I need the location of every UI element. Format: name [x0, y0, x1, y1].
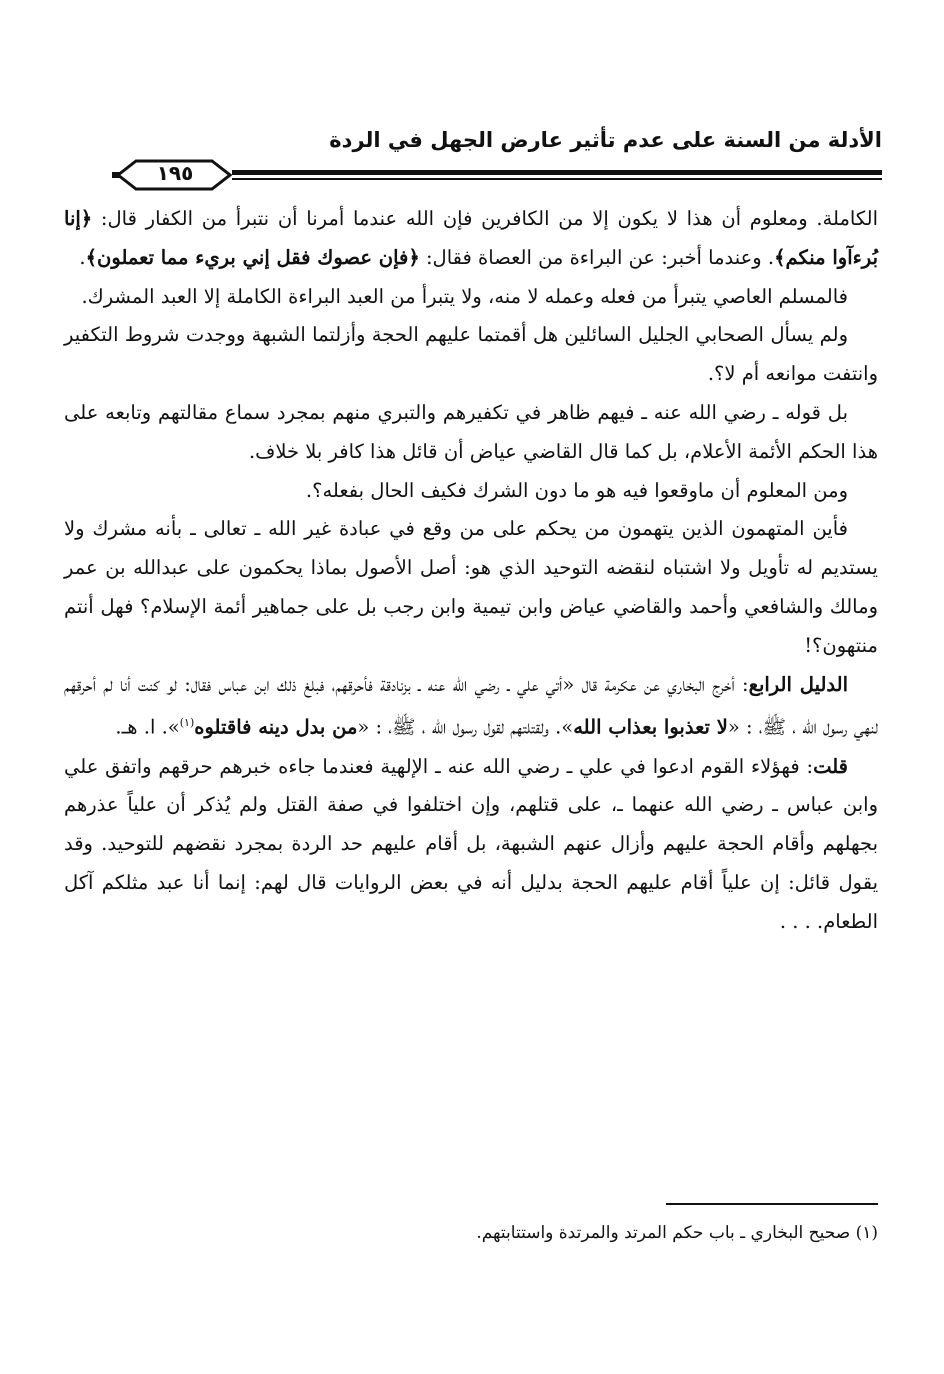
- quran-quote-2: ﴿فإن عصوك فقل إني بريء مما تعملون﴾: [85, 245, 420, 269]
- running-header-title: الأدلة من السنة على عدم تأثير عارض الجهل في الردة: [329, 128, 882, 152]
- paragraph-1-text-a: الكاملة. ومعلوم أن هذا لا يكون إلا من الكافرين فإن الله عندما أمرنا أن نتبرأ من الكفار قال:: [92, 207, 878, 230]
- quran-quote-1: ﴿إنا بُرءآوا منكم﴾: [64, 207, 878, 269]
- paragraph-1: [64, 200, 878, 278]
- paragraph-1-text-c: .: [79, 245, 86, 269]
- paragraph-2: فالمسلم العاصي يتبرأ من فعله وعمله لا منه، ولا يتبرأ من العبد البراءة الكاملة إلا العبد المشرك.: [81, 284, 848, 308]
- paragraph-4: بل قوله ـ رضي الله عنه ـ فيهم ظاهر في تكفيرهم والتبري منهم بمجرد سماع مقالتهم وتابعه على هذا الحكم الأئمة الأعلام، بل كما قال القاضي عياض أن قائل هذا كافر بلا خلاف.: [64, 400, 878, 463]
- comment-label: قلت: [813, 754, 848, 778]
- header-rule-thin: [232, 178, 882, 180]
- page-number-badge: [112, 158, 232, 192]
- hadith-quote-1: لا تعذبوا بعذاب الله: [573, 715, 728, 739]
- evidence-heading: الدليل الرابع: [748, 672, 848, 696]
- header-rule-thick: [232, 170, 882, 175]
- paragraph-7: [64, 666, 878, 748]
- paragraph-8: [64, 748, 878, 942]
- paragraph-6: فأين المتهمون الذين يتهمون من يحكم على من وقع في عبادة غير الله ـ تعالى ـ بأنه مشرك ولا يستديم له تأويل ولا اشتباه لنقضه التوحيد الذي هو: أصل الأصول بماذا يحكمون على عبدالله بن عمر ومالك والشافعي وأحمد والقاضي عياض وابن تيمية وابن رجب بل على جماهير أئمة الإسلام؟ فهل أنتم منتهون؟!: [64, 517, 878, 657]
- footnote: [64, 1218, 878, 1248]
- paragraph-5: ومن المعلوم أن ماوقعوا فيه هو ما دون الشرك فكيف الحال بفعله؟.: [305, 478, 848, 502]
- paragraph-8-text: : فهؤلاء القوم ادعوا في علي ـ رضي الله عنه ـ الإلهية فعندما جاءه خبرهم حرقهم واتفق علي وابن عباس ـ رضي الله عنهما ـ، على قتلهم، وإن اختلفوا في صفة القتل ولم يُذكر أن علياً عذرهم بجهلهم وأقام الحجة عليهم وأزال عنهم الشبهة، بل أقام عليهم حد الردة بمجرد نقضهم للتوحيد. وقد يقول قائل: إن علياً أقام عليهم الحجة بدليل أنه في بعض الروايات قال لهم: إنما أنا عبد مثلكم آكل الطعام. . . .: [64, 754, 878, 933]
- paragraph-7-text-c: ». ا. هـ.: [115, 715, 180, 739]
- body-text: [64, 200, 878, 942]
- hadith-quote-2: من بدل دينه فاقتلوه: [194, 715, 358, 739]
- paragraph-7-text-b: ». ولقتلتهم لقول رسول الله ، ﷺ، : «: [357, 715, 574, 739]
- footnote-text: صحيح البخاري ـ باب حكم المرتد والمرتدة واستتابتهم.: [476, 1223, 851, 1243]
- page-number: ١٩٥: [156, 161, 194, 185]
- paragraph-1-text-b: . وعندما أخبر: عن البراءة من العصاة فقال:: [419, 245, 775, 269]
- footnote-separator: [666, 1203, 878, 1205]
- paragraph-3: ولم يسأل الصحابي الجليل السائلين هل أقمتما عليهم الحجة وأزلتما الشبهة ووجدت شروط التكفير وانتفت موانعه أم لا؟.: [64, 323, 878, 386]
- footnote-reference[interactable]: (١): [179, 716, 195, 730]
- footnote-marker: (١): [855, 1223, 878, 1243]
- paragraph-7-text-a: : أخرج البخاري عن عكرمة قال «أتي علي ـ رضي الله عنه ـ بزنادقة فأحرقهم، فبلغ ذلك ابن عباس فقال: لو كنت أنا لم أحرقهم لنهي رسول الله ، ﷺ، : «: [64, 672, 878, 739]
